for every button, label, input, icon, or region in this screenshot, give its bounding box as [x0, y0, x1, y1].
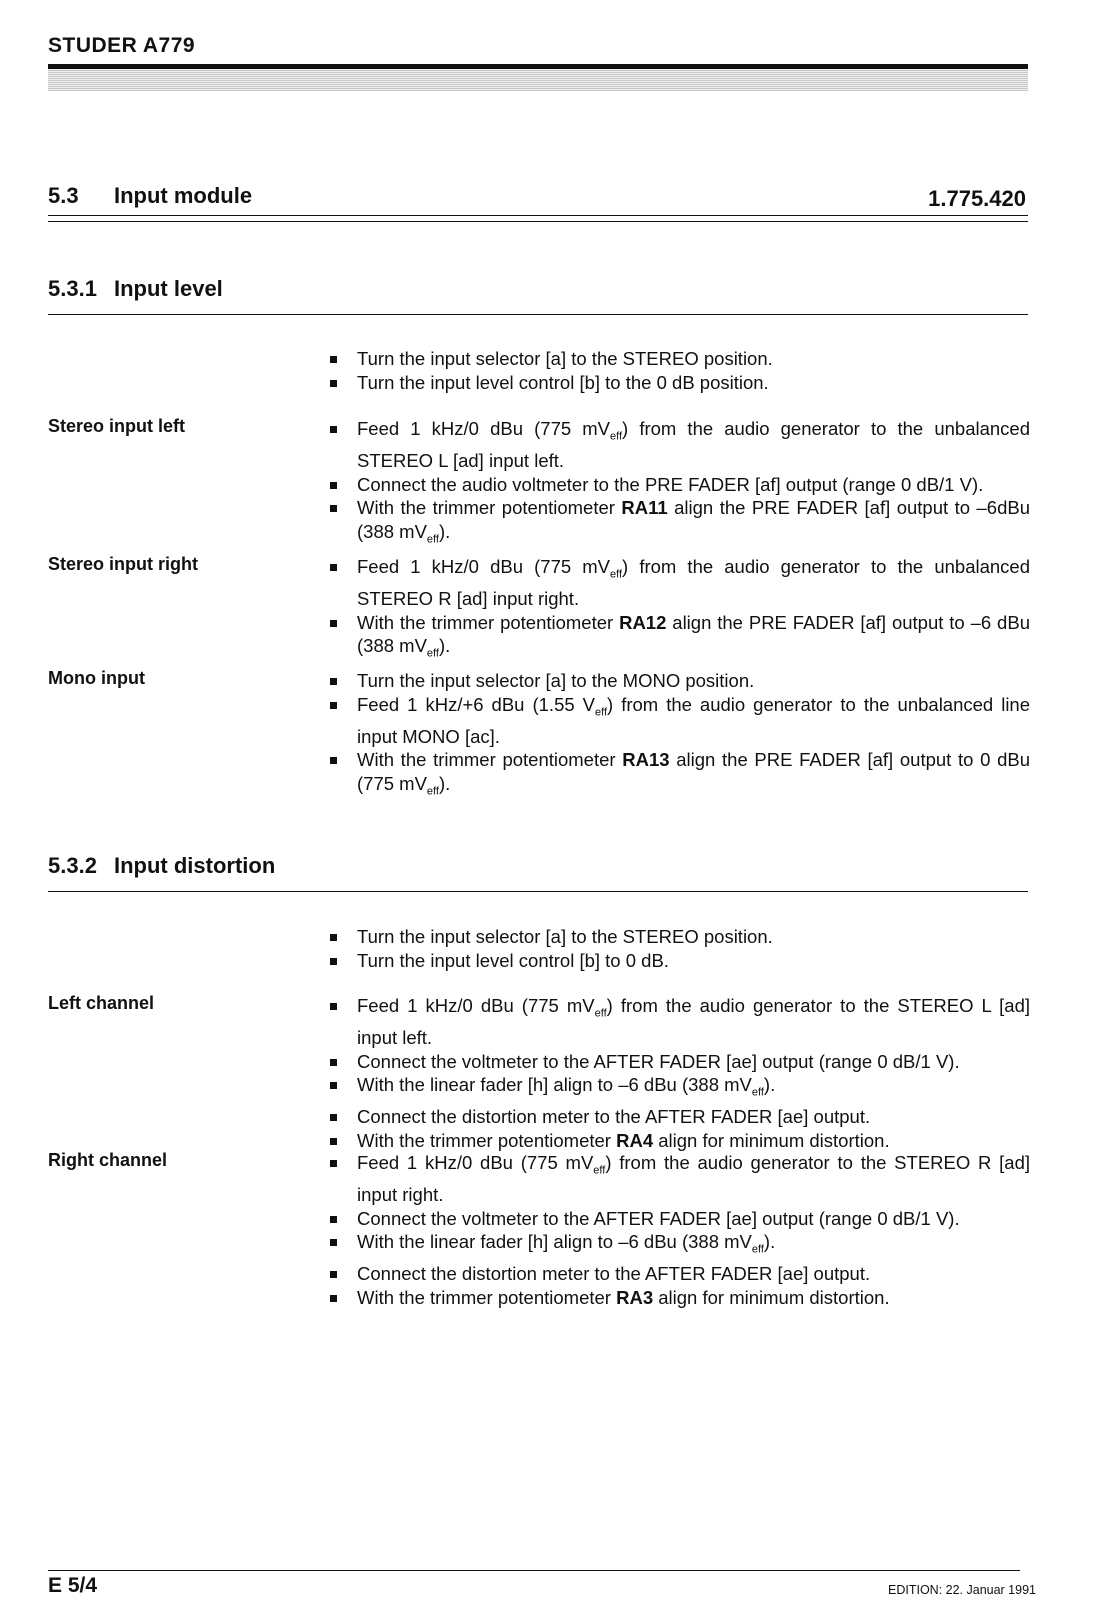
step-text: Connect the audio voltmeter to the PRE FADER [af] output (range 0 dB/1 V).	[357, 473, 984, 495]
subscript-eff: eff	[593, 1164, 606, 1177]
subsection-rule	[48, 314, 1028, 315]
stereo-input-right-steps	[330, 555, 1030, 666]
trimmer-id: RA4	[616, 1129, 654, 1151]
right-channel-steps	[330, 1151, 1030, 1309]
step-item	[330, 1129, 1030, 1153]
step-item	[330, 669, 1030, 693]
step-item: Turn the input level control [b] to the 0 dB position.	[330, 371, 1030, 395]
step-item: Turn the input selector [a] to the STEREO position.	[330, 925, 1030, 949]
step-text: ).	[438, 772, 451, 794]
step-text: With the trimmer potentiometer	[357, 1129, 617, 1151]
step-item	[330, 748, 1030, 804]
step-text: Connect the voltmeter to the AFTER FADER [ae] output (range 0 dB/1 V).	[357, 1050, 960, 1072]
document-number: 1.775.420	[928, 186, 1026, 211]
subscript-eff: eff	[426, 533, 439, 546]
edition-date: EDITION: 22. Januar 1991	[888, 1583, 1036, 1597]
input-distortion-intro-list	[330, 925, 1030, 972]
mono-input-steps	[330, 669, 1030, 804]
subsection-title: Input level	[114, 276, 223, 301]
step-item	[330, 1151, 1030, 1207]
step-item	[330, 496, 1030, 552]
step-text: With the trimmer potentiometer	[357, 1286, 617, 1308]
right-channel-label: Right channel	[48, 1150, 168, 1170]
trimmer-id: RA13	[622, 749, 670, 771]
step-item	[330, 994, 1030, 1050]
step-text: Feed 1 kHz/0 dBu (775 mV	[357, 556, 611, 577]
step-text: Connect the distortion meter to the AFTER FADER [ae] output.	[357, 1263, 871, 1285]
left-channel-label: Left channel	[48, 993, 155, 1013]
step-text: align for minimum distortion.	[653, 1129, 890, 1151]
step-text: Feed 1 kHz/0 dBu (775 mV	[357, 418, 611, 439]
header-shade-band	[48, 69, 1028, 91]
trimmer-id: RA12	[619, 611, 667, 633]
step-item	[330, 1286, 1030, 1310]
stereo-input-left-label: Stereo input left	[48, 416, 186, 436]
subscript-eff: eff	[610, 430, 623, 443]
subsection-title: Input distortion	[114, 853, 276, 878]
step-text: Feed 1 kHz/+6 dBu (1.55 V	[357, 693, 595, 715]
subscript-eff: eff	[594, 1007, 607, 1020]
subscript-eff: eff	[610, 568, 623, 581]
stereo-input-left-steps	[330, 417, 1030, 552]
step-text: With the trimmer potentiometer	[357, 749, 623, 771]
footer-rule	[48, 1570, 1020, 1571]
step-text: ).	[438, 520, 451, 542]
step-text: Feed 1 kHz/0 dBu (775 mV	[357, 995, 595, 1016]
step-text: With the trimmer potentiometer	[357, 497, 622, 519]
trimmer-id: RA3	[616, 1286, 654, 1308]
step-text: ) from the audio generator to the STEREO L [ad] input left.	[357, 995, 1030, 1049]
step-text: ) from the audio generator to the STEREO R [ad] input right.	[357, 1152, 1030, 1206]
step-text: align the PRE FADER [af] output to 0 dBu (775 mV	[357, 749, 1030, 794]
subsection-number: 5.3.2	[48, 853, 97, 878]
step-text: ) from the audio generator to the unbalanced line input MONO [ac].	[357, 693, 1031, 747]
input-level-intro-list	[330, 347, 1030, 394]
subscript-eff: eff	[751, 1243, 764, 1256]
section-rule-bottom	[48, 221, 1028, 222]
step-text: With the trimmer potentiometer	[357, 611, 620, 633]
step-item: Turn the input level control [b] to 0 dB.	[330, 949, 1030, 973]
page-number: E 5/4	[48, 1574, 98, 1597]
step-text: align the PRE FADER [af] output to –6dBu (388 mV	[357, 497, 1030, 542]
step-item	[330, 1230, 1030, 1262]
subscript-eff: eff	[751, 1086, 764, 1099]
stereo-input-right-label: Stereo input right	[48, 554, 198, 574]
section-number: 5.3	[48, 183, 79, 208]
step-text: align the PRE FADER [af] output to –6 dBu (388 mV	[357, 611, 1030, 657]
section-title: Input module	[114, 183, 253, 208]
step-item	[330, 1050, 1030, 1074]
step-text: align for minimum distortion.	[653, 1286, 890, 1308]
subscript-eff: eff	[595, 706, 608, 719]
mono-input-label: Mono input	[48, 668, 145, 688]
step-item	[330, 417, 1030, 473]
step-text: With the linear fader [h] align to –6 dBu (388 mV	[357, 1074, 752, 1096]
step-text: ).	[763, 1231, 776, 1253]
step-text: ) from the audio generator to the unbalanced STEREO R [ad] input right.	[357, 556, 1030, 610]
left-channel-steps	[330, 994, 1030, 1152]
step-item	[330, 1105, 1030, 1129]
step-text: Turn the input selector [a] to the MONO position.	[357, 670, 755, 691]
step-item	[330, 1207, 1030, 1231]
step-text: Connect the distortion meter to the AFTER FADER [ae] output.	[357, 1106, 871, 1128]
step-item	[330, 693, 1030, 749]
step-text: ).	[763, 1074, 776, 1096]
trimmer-id: RA11	[621, 497, 668, 519]
step-item	[330, 473, 1030, 497]
step-item	[330, 611, 1030, 667]
step-item: Turn the input selector [a] to the STEREO position.	[330, 347, 1030, 371]
section-rule-top	[48, 215, 1028, 216]
step-text: ) from the audio generator to the unbalanced STEREO L [ad] input left.	[357, 418, 1030, 472]
subscript-eff: eff	[426, 785, 439, 798]
step-text: ).	[438, 635, 451, 657]
step-item	[330, 1262, 1030, 1286]
subscript-eff: eff	[426, 647, 439, 660]
brand-title: STUDER A779	[48, 34, 196, 57]
step-text: With the linear fader [h] align to –6 dBu (388 mV	[357, 1231, 752, 1253]
subsection-number: 5.3.1	[48, 276, 97, 301]
step-item	[330, 1073, 1030, 1105]
step-text: Feed 1 kHz/0 dBu (775 mV	[357, 1152, 594, 1173]
step-item	[330, 555, 1030, 611]
subsection-rule	[48, 891, 1028, 892]
step-text: Connect the voltmeter to the AFTER FADER [ae] output (range 0 dB/1 V).	[357, 1207, 960, 1229]
